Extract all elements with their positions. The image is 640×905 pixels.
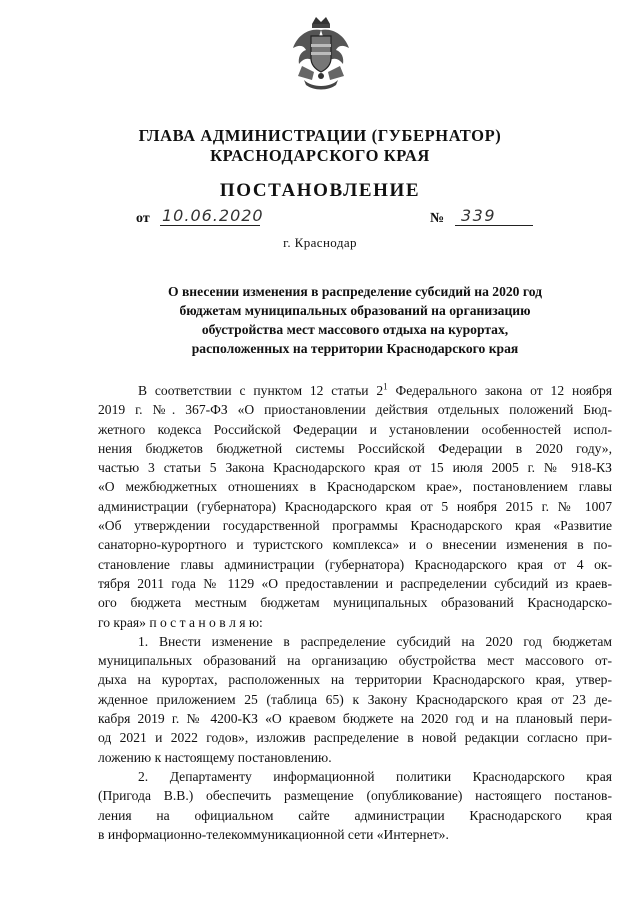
- preamble-text: Федерального закона от 12 ноября: [387, 383, 612, 398]
- preamble-line: ого бюджета местным бюджетам муниципальных образований Краснодарско-: [98, 595, 612, 611]
- subject-line: О внесении изменения в распределение субсидий на 2020 год: [167, 284, 542, 299]
- item-1-line: дыха на курортах, расположенных на территории Краснодарского края, утвер-: [98, 672, 612, 688]
- document-subject: [140, 282, 570, 358]
- item-1-line: кабря 2019 г. № 4200-КЗ «О краевом бюджете на 2020 год и на плановый пери-: [98, 711, 612, 727]
- preamble-line: «О межбюджетных отношениях в Краснодарском крае», постановлением главы: [98, 479, 612, 495]
- item-2-line: (Пригода В.В.) обеспечить размещение (опубликование) настоящего постанов-: [98, 788, 612, 804]
- preamble-line: [98, 381, 612, 400]
- subject-line: расположенных на территории Краснодарского края: [191, 341, 519, 356]
- date-prefix: от: [136, 211, 150, 226]
- item-2-line: ления на официальном сайте администрации Краснодарского края: [98, 807, 612, 823]
- subject-line: бюджетам муниципальных образований на организацию: [179, 303, 531, 318]
- preamble-line: го края» п о с т а н о в л я ю:: [98, 614, 263, 630]
- issuer-title-line-1: ГЛАВА АДМИНИСТРАЦИИ (ГУБЕРНАТОР): [138, 126, 502, 145]
- issuer-title-line-2: КРАСНОДАРСКОГО КРАЯ: [210, 146, 430, 165]
- preamble-line: нения бюджетов бюджетной системы Российской Федерации в 2020 году»,: [98, 440, 612, 456]
- preamble-line: становление главы администрации (губернатора) Краснодарского края от 4 ок-: [98, 556, 612, 572]
- preamble-line: жетного кодекса Российской Федерации и установлении особенностей испол-: [98, 421, 612, 437]
- document-body: [98, 381, 612, 844]
- preamble-line: администрации (губернатора) Краснодарского края от 5 ноября 2015 г. № 1007: [98, 498, 612, 514]
- item-1-line: муниципальных образований на организацию обустройства мест массового от-: [98, 653, 612, 669]
- city-name: г. Краснодар: [283, 235, 357, 250]
- preamble-line: 2019 г. №. 367-ФЗ «О приостановлении действия отдельных положений Бюд-: [98, 402, 612, 418]
- superscript: 1: [383, 381, 388, 392]
- preamble-line: «Об утверждении государственной программы Краснодарского края «Развитие: [98, 518, 612, 534]
- item-2-line: 2. Департаменту информационной политики Краснодарского края: [138, 768, 612, 784]
- preamble-line: частью 3 статьи 5 Закона Краснодарского края от 15 июля 2005 г. № 918-КЗ: [98, 460, 612, 476]
- coat-of-arms-icon: [290, 14, 352, 90]
- document-type-title: ПОСТАНОВЛЕНИЕ: [219, 180, 421, 201]
- document-number: 339: [455, 206, 533, 226]
- preamble-text: В соответствии с пунктом 12 статьи 2: [138, 383, 384, 398]
- item-1-line: од 2021 и 2022 годов», изложив распределение в новой редакции согласно при-: [98, 730, 612, 746]
- subject-line: обустройства мест массового отдыха на курортах,: [201, 322, 509, 337]
- document-date: 10.06.2020: [162, 206, 264, 225]
- preamble-line: тября 2011 года № 1129 «О предоставлении и распределении субсидий из краев-: [98, 575, 612, 591]
- item-2-line: в информационно-телекоммуникационной сети «Интернет».: [98, 826, 449, 842]
- item-1-line: 1. Внести изменение в распределение субсидий на 2020 год бюджетам: [138, 633, 612, 649]
- item-1-line: ложению к настоящему постановлению.: [98, 749, 332, 765]
- number-prefix: №: [430, 211, 445, 226]
- item-1-line: жденное приложением 25 (таблица 65) к Закону Краснодарского края от 23 де-: [98, 691, 612, 707]
- preamble-line: санаторно-курортного и туристского комплекса» и о внесении изменения в по-: [98, 537, 612, 553]
